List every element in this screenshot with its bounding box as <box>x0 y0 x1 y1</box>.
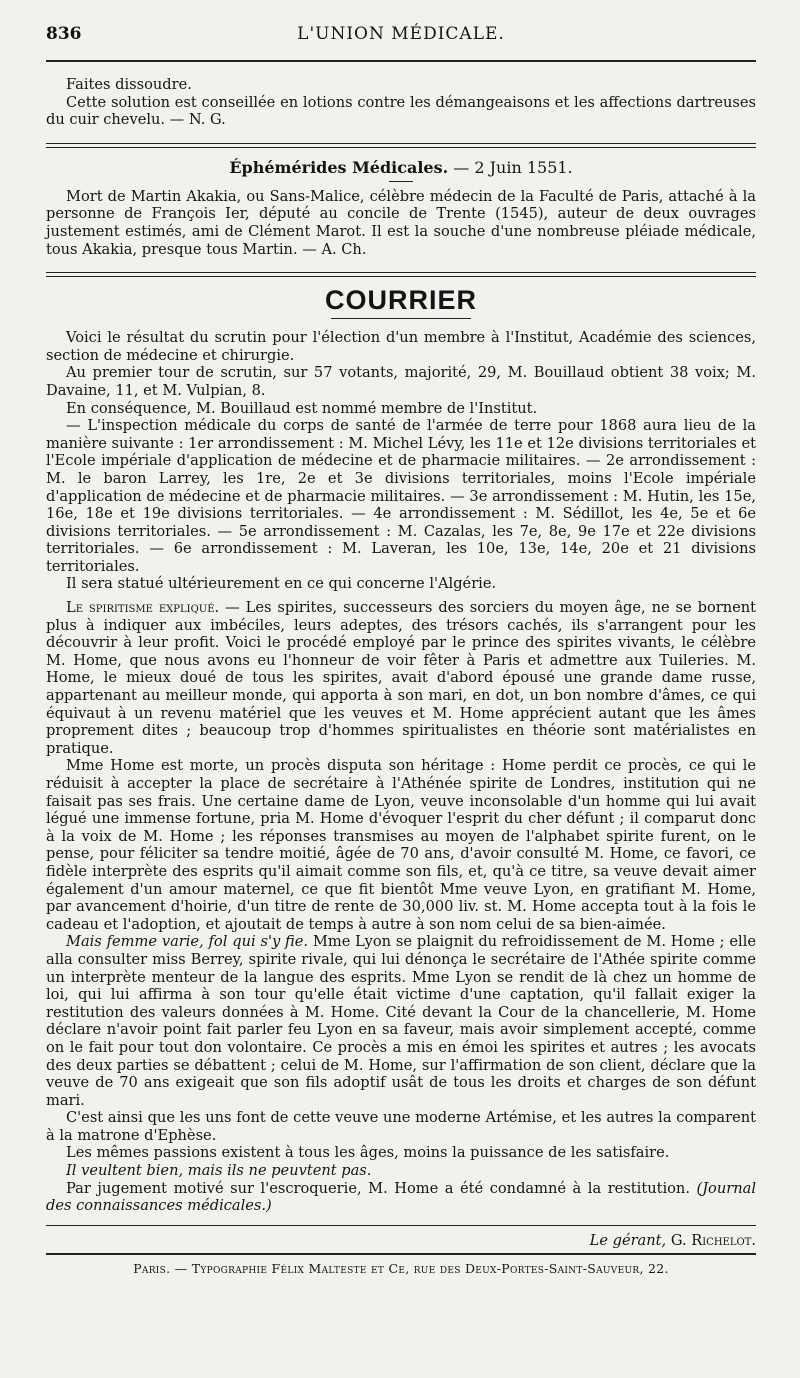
spiritisme-heading: Le spiritisme expliqué. <box>66 599 220 617</box>
passions-paragraph: Les mêmes passions existent à tous les âges, moins la puissance de les satisfaire. <box>66 1144 670 1162</box>
courrier-paragraph: Il sera statué ultérieurement en ce qui concerne l'Algérie. <box>66 575 497 593</box>
courrier-paragraph: Au premier tour de scrutin, sur 57 votants, majorité, 29, M. Bouillaud obtient 38 voix; M. Davaine, 11, et M. Vulpian, 8. <box>46 364 756 399</box>
jugement-paragraph <box>46 1180 756 1215</box>
imprint-rule <box>46 1253 756 1255</box>
courrier-paragraph: — L'inspection médicale du corps de santé de l'armée de terre pour 1868 aura lieu de la manière suivante : 1er arrondissement : M. Michel Lévy, les 11e et 12e divisions territoriales et l'Ecole impériale d'application de médecine et de pharmacie militaires. — 2e arrondissement : M. le baron Larrey, les 1re, 2e et 3e divisions territoriales, moins l'Ecole impériale d'application de médecine et de pharmacie militaires. — 3e arrondissement : M. Hutin, les 15e, 16e, 18e et 19e divisions territoriales. — 4e arrondissement : M. Sédillot, les 4e, 5e et 6e divisions territoriales. — 5e arrondissement : M. Cazalas, les 7e, 8e, 9e 17e et 22e divisions territoriales. — 6e arrondissement : M. Laveran, les 10e, 13e, 14e, 20e et 21 divisions territoriales. <box>46 417 756 575</box>
home-paragraph: Mme Home est morte, un procès disputa son héritage : Home perdit ce procès, ce qui le réduisit à accepter la place de secrétaire à l'Athénée spirite de Londres, institution qui ne faisait pas ses frais. Une certaine dame de Lyon, veuve inconsolable d'un homme qui lui avait légué une immense fortune, pria M. Home d'évoquer l'esprit du cher défunt ; il comparut donc à la voix de M. Home ; les réponses transmises au moyen de l'alphabet spirite furent, on le pense, pour féliciter sa tendre moitié, âgée de 70 ans, d'avoir consulté M. Home, ce favori, ce fidèle interprète des esprits qu'il aimait comme son fils, et, qu'à ce titre, sa veuve devait aimer également d'un amour maternel, ce que fit bientôt Mme veuve Lyon, en gratifiant M. Home, par avancement d'hoirie, d'un titre de rente de 30,000 liv. st. M. Home accepta tout à la fois le cadeau et l'adoption, et ajoutait de temps à autre à son nom celui de sa bien-aimée. <box>46 757 756 933</box>
ephemerides-title-date: — 2 Juin 1551. <box>453 157 573 177</box>
top-line-1: Faites dissoudre. <box>66 76 192 93</box>
page-number: 836 <box>46 24 82 44</box>
running-header <box>46 24 756 48</box>
courrier-double-rule <box>46 272 756 277</box>
jugement-body: Par jugement motivé sur l'escroquerie, M. Home a été condamné à la restitution. <box>66 1179 690 1197</box>
ephemerides-body: Mort de Martin Akakia, ou Sans-Malice, célèbre médecin de la Faculté de Paris, attaché à la personne de François Ier, député au concile de Trente (1545), auteur de deux ouvrages justement estimés, ami de Clément Marot. Il est la souche d'une nombreuse pléiade médicale, tous Akakia, presque tous Martin. — A. Ch. <box>46 187 756 258</box>
spiritisme-body: — Les spirites, successeurs des sorciers du moyen âge, ne se bornent plus à indiquer aux imbéciles, leurs adeptes, des trésors cachés, ils s'arrangent pour les découvrir à leur profit. Voici le procédé employé par le prince des spirites vivants, le célèbre M. Home, que nous avons eu l'honneur de voir fêter à Paris et admettre aux Tuileries. M. Home, le mieux doué de tous les spirites, avait d'abord épousé une grande dame russe, appartenant au meilleur monde, qui apporta à son mari, en dot, un bon nombre d'âmes, ce qui équivaut à un revenu matériel que les veuves et M. Home apprécient autant que les âmes proprement dites ; beaucoup trop d'hommes spiritualistes en théorie sont matérialistes en pratique. <box>46 599 757 757</box>
jugement-source: (Journal des connaissances médicales.) <box>46 1179 756 1215</box>
section-double-rule <box>46 143 756 148</box>
top-line-2: Cette solution est conseillée en lotions contre les démangeaisons et les affections dartreuses du cuir chevelu. — N. G. <box>46 93 756 129</box>
veulent-paragraph <box>46 1162 756 1180</box>
mais-italic: Mais femme varie, fol qui s'y fie. <box>66 933 309 951</box>
courrier-underline <box>331 318 471 319</box>
running-title: L'UNION MÉDICALE. <box>297 24 505 44</box>
veulent-italic: Il veultent bien, mais ils ne peuvtent pas. <box>66 1162 372 1180</box>
mais-paragraph <box>46 933 756 1109</box>
spiritisme-paragraph <box>46 599 756 757</box>
ephemerides-dash <box>389 181 413 182</box>
ephemerides-title <box>46 158 756 177</box>
gerant-label: Le gérant, <box>589 1231 667 1249</box>
footer-rule <box>46 1225 756 1226</box>
gerant-name: G. Richelot. <box>670 1231 756 1249</box>
ephemerides-title-bold: Éphémérides Médicales. <box>229 157 449 177</box>
gerant-line <box>46 1232 756 1249</box>
artemise-paragraph: C'est ainsi que les uns font de cette veuve une moderne Artémise, et les autres la comparent à la matrone d'Ephèse. <box>46 1109 756 1144</box>
mais-body: Mme Lyon se plaignit du refroidissement de M. Home ; elle alla consulter miss Berrey, spirite rivale, qui lui dénonça le secrétaire de l'Athée spirite comme un interprète menteur de la langue des esprits. Mme Lyon se rendit de là chez un homme de loi, qui lui affirma à son tour qu'elle était victime d'une captation, qu'il fallait exiger la restitution des valeurs données à M. Home. Cité devant la Cour de la chancellerie, M. Home déclare n'avoir point fait parler feu Lyon en sa faveur, mais avoir simplement accepté, comme on le fait pour tout don volontaire. Ce procès a mis en émoi les spirites et autres ; les avocats des deux parties se débattent ; celui de M. Home, sur l'affirmation de son client, déclare que la veuve de 70 ans exigeait que son fils adoptif usât de tous les droits et charges de son défunt mari. <box>46 933 756 1109</box>
courrier-paragraph: En conséquence, M. Bouillaud est nommé membre de l'Institut. <box>66 399 538 417</box>
imprint-line: Paris. — Typographie Félix Malteste et Ce, rue des Deux-Portes-Saint-Sauveur, 22. <box>133 1260 669 1276</box>
courrier-paragraph: Voici le résultat du scrutin pour l'élection d'un membre à l'Institut, Académie des sciences, section de médecine et chirurgie. <box>46 329 756 364</box>
courrier-title: COURRIER <box>324 285 477 316</box>
